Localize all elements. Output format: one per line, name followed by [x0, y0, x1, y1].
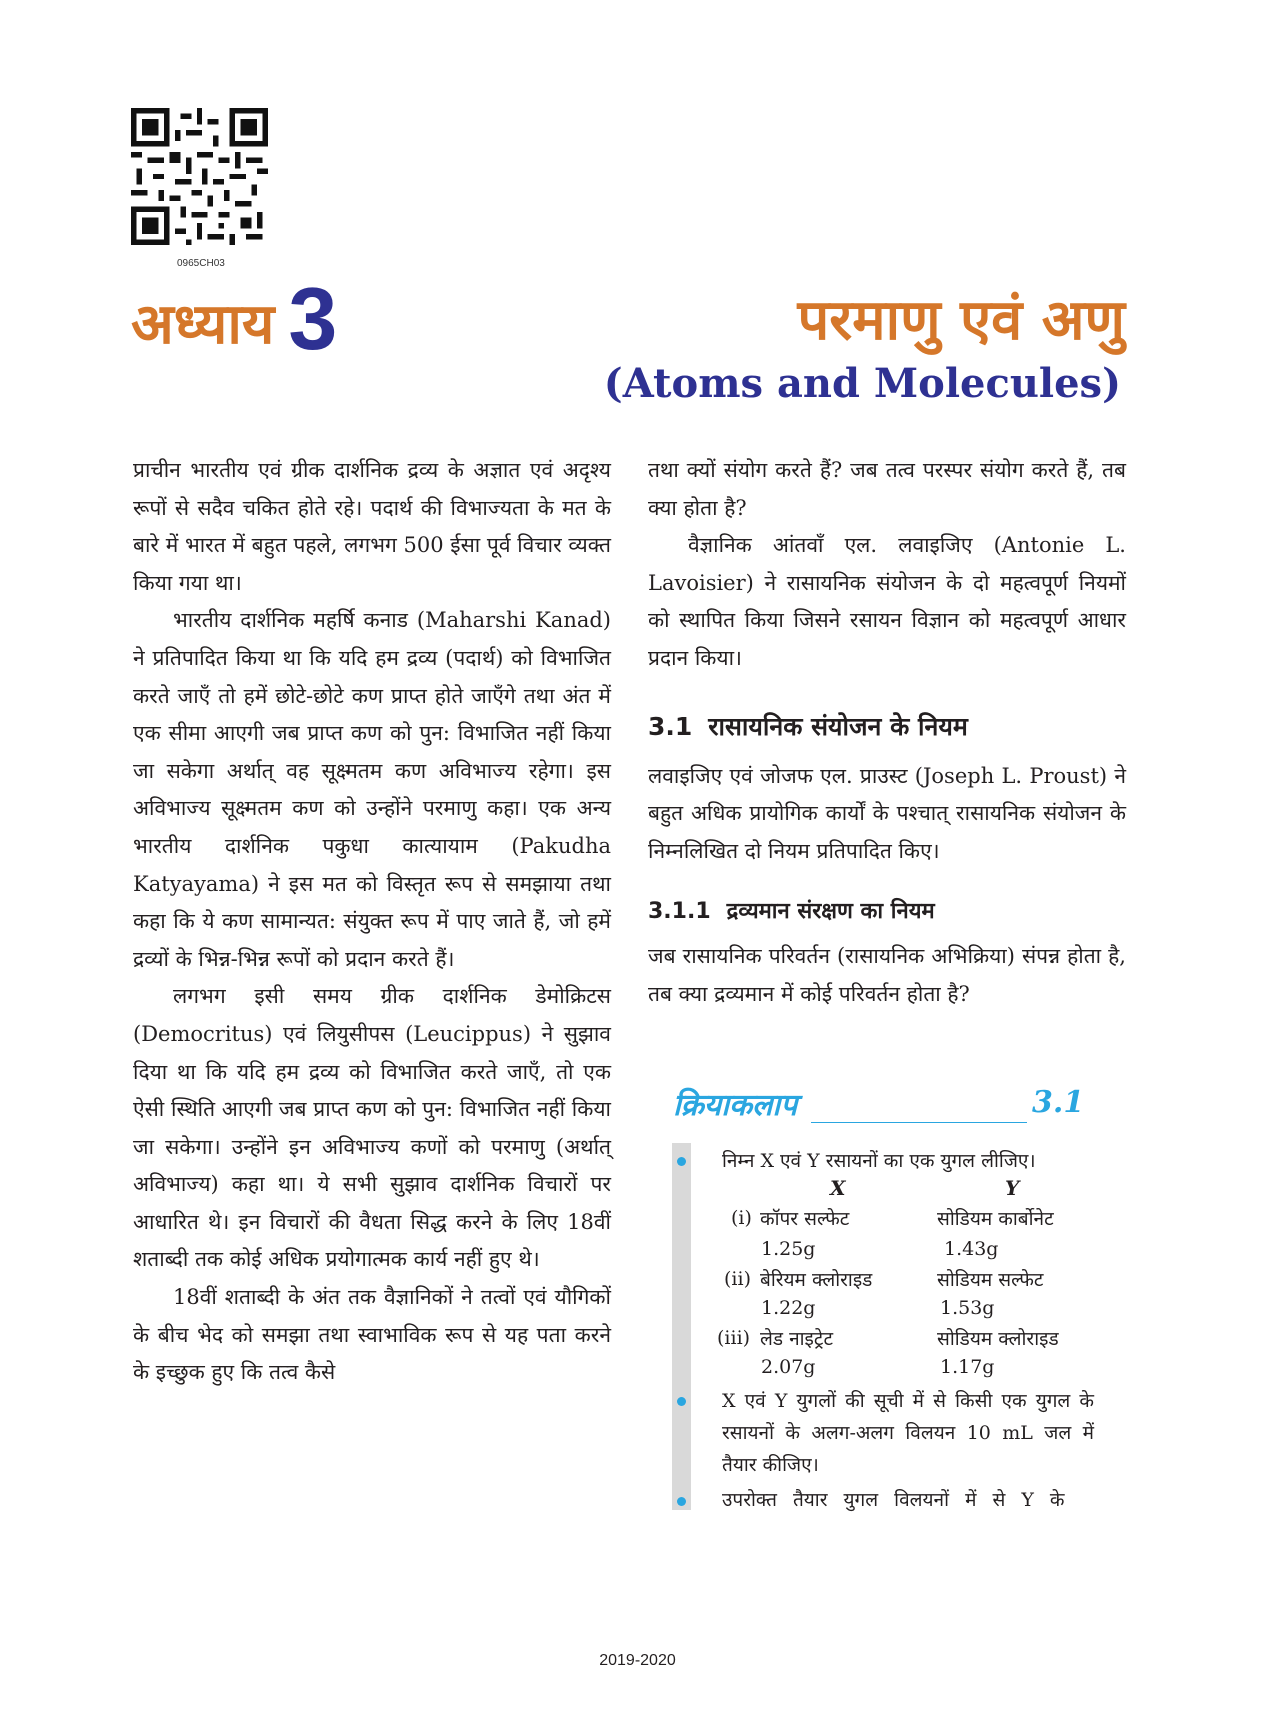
page-footer-year: 2019-2020 [599, 1652, 676, 1669]
chapter-title-hindi: परमाणु एवं अणु [797, 288, 1125, 353]
qr-code-image [131, 108, 268, 245]
left-column [133, 452, 611, 1392]
activity-side-bar [672, 1143, 691, 1510]
activity-bullet-text: X एवं Y युगलों की सूची में से किसी एक युगल के रसायनों के अलग-अलग विलयन 10 mL जल में तैयार कीजिए। [722, 1390, 1094, 1476]
pair-x-mass: 2.07g [761, 1356, 816, 1378]
paragraph: वैज्ञानिक आंतवाँ एल. लवाइजिए (Antonie L. Lavoisier) ने रासायनिक संयोजन के दो महत्वपूर्ण नियमों को स्थापित किया जिसने रसायन विज्ञान को महत्वपूर्ण आधार प्रदान किया। [648, 533, 1126, 670]
chapter-heading [131, 268, 337, 370]
paragraph: भारतीय दार्शनिक महर्षि कनाड (Maharshi Kanad) ने प्रतिपादित किया था कि यदि हम द्रव्य (पदार्थ) को विभाजित करते जाएँ तो हमें छोटे-छोटे कण प्राप्त होते जाएँगे तथा अंत में एक सीमा आएगी जब प्राप्त कण को पुन: विभाजित नहीं किया जा सकेगा अर्थात् वह सूक्ष्मतम कण अविभाज्य रहेगा। इस अविभाज्य सूक्ष्मतम कण को उन्होंने परमाणु कहा। एक अन्य भारतीय दार्शनिक पकुधा कात्यायाम (Pakudha Katyayama) ने इस मत को विस्तृत रूप से समझाया तथा कहा कि ये कण सामान्यत: संयुक्त रूप में पाए जाते हैं, जो हमें द्रव्यों के भिन्न-भिन्न रूपों को प्रदान करते हैं। [133, 608, 611, 971]
qr-code-label: 0965CH03 [177, 258, 225, 269]
paragraph: लगभग इसी समय ग्रीक दार्शनिक डेमोक्रिटस (Democritus) एवं लियुसीपस (Leucippus) ने सुझाव दिया था कि यदि हम द्रव्य को विभाजित करते जाएँ, तो एक ऐसी स्थिति आएगी जब प्राप्त कण को पुन: विभाजित नहीं किया जा सकेगा। उन्होंने इन अविभाज्य कणों को परमाणु (अर्थात् अविभाज्य) कहा था। ये सभी सुझाव दार्शनिक विचारों पर आधारित थे। इन विचारों की वैधता सिद्ध करने के लिए 18वीं शताब्दी तक कोई अधिक प्रयोगात्मक कार्य नहीं हुए थे। [133, 984, 611, 1272]
activity-bullet-text: निम्न X एवं Y रसायनों का एक युगल लीजिए। [722, 1150, 1036, 1172]
activity-bullet-text: उपरोक्त तैयार युगल विलयनों में से Y के [722, 1489, 1065, 1511]
section-number: 3.1 [648, 711, 693, 741]
pair-y-mass: 1.17g [940, 1356, 995, 1378]
pair-y-name: सोडियम कार्बोनेट [937, 1208, 1054, 1230]
column-y-label: Y [1005, 1176, 1020, 1200]
section-title: रासायनिक संयोजन के नियम [708, 711, 968, 741]
bullet-icon [677, 1497, 686, 1506]
pair-y-name: सोडियम सल्फेट [937, 1269, 1044, 1291]
activity-label: क्रियाकलाप [673, 1088, 798, 1123]
section-heading [648, 710, 1126, 744]
chapter-title-english: (Atoms and Molecules) [603, 360, 1121, 407]
column-x-label: X [830, 1176, 846, 1200]
paragraph: जब रासायनिक परिवर्तन (रासायनिक अभिक्रिया) संपन्न होता है, तब क्या द्रव्यमान में कोई परिवर्तन होता है? [648, 944, 1126, 1006]
pair-y-mass: 1.43g [944, 1238, 999, 1260]
pair-x-name: लेड नाइट्रेट [760, 1328, 834, 1350]
paragraph: 18वीं शताब्दी के अंत तक वैज्ञानिकों ने तत्वों एवं यौगिकों के बीच भेद को समझा तथा स्वाभाविक रूप से यह पता करने के इच्छुक हुए कि तत्व कैसे [133, 1285, 611, 1385]
pair-numeral: (iii) [717, 1327, 751, 1349]
subsection-title: द्रव्यमान संरक्षण का नियम [726, 899, 935, 925]
pair-numeral: (ii) [724, 1268, 751, 1290]
bullet-icon [677, 1397, 686, 1406]
pair-y-mass: 1.53g [940, 1297, 995, 1319]
bullet-icon [677, 1157, 686, 1166]
right-column [648, 452, 1126, 1014]
pair-x-mass: 1.22g [761, 1297, 816, 1319]
pair-x-name: बेरियम क्लोराइड [760, 1269, 873, 1291]
chapter-number: 3 [288, 269, 338, 368]
subsection-number: 3.1.1 [648, 899, 711, 925]
paragraph: लवाइजिए एवं जोजफ एल. प्राउस्ट (Joseph L. Proust) ने बहुत अधिक प्रायोगिक कार्यों के पश्चात् रासायनिक संयोजन के निम्नलिखित दो नियम प्रतिपादित किए। [648, 763, 1126, 863]
pair-y-name: सोडियम क्लोराइड [937, 1328, 1059, 1350]
activity-number: 3.1 [1032, 1085, 1085, 1120]
chapter-word: अध्याय [131, 292, 275, 357]
subsection-heading [648, 896, 1126, 928]
pair-x-mass: 1.25g [761, 1238, 816, 1260]
paragraph: प्राचीन भारतीय एवं ग्रीक दार्शनिक द्रव्य के अज्ञात एवं अदृश्य रूपों से सदैव चकित होते रहे। पदार्थ की विभाज्यता के मत के बारे में भारत में बहुत पहले, लगभग 500 ईसा पूर्व विचार व्यक्त किया गया था। [133, 458, 611, 595]
paragraph: तथा क्यों संयोग करते हैं? जब तत्व परस्पर संयोग करते हैं, तब क्या होता है? [648, 458, 1126, 520]
pair-x-name: कॉपर सल्फेट [760, 1208, 850, 1230]
activity-rule [811, 1122, 1027, 1123]
pair-numeral: (i) [731, 1207, 752, 1229]
